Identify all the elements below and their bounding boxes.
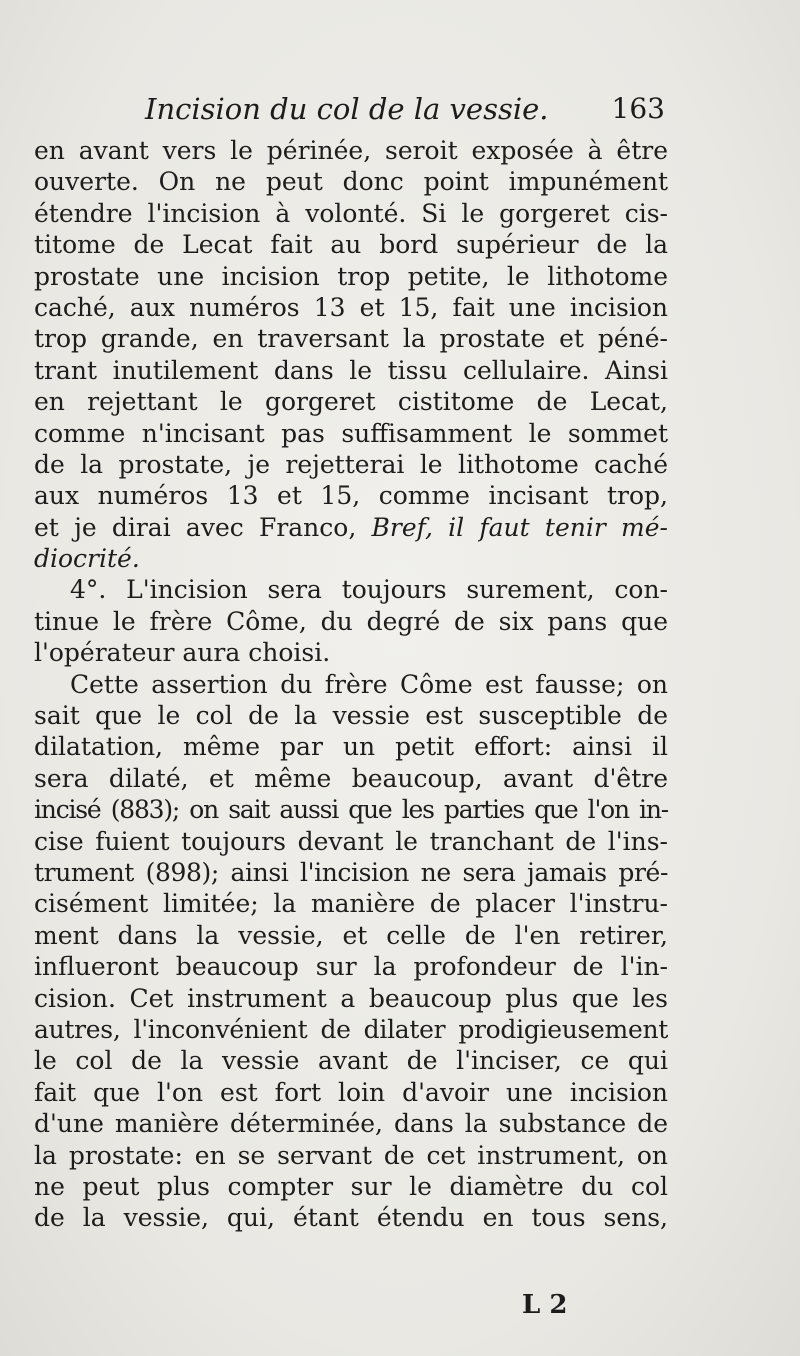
text-line: caché, aux numéros 13 et 15, fait une incision (34, 292, 668, 322)
text-line: fait que l'on est fort loin d'avoir une incision (34, 1077, 668, 1107)
text-line: dilatation, même par un petit effort: ainsi il (34, 732, 668, 762)
text-line: cise fuient toujours devant le tranchant de l'ins- (34, 826, 668, 856)
text-line: titome de Lecat fait au bord supérieur de la (34, 230, 668, 260)
text-line: influeront beaucoup sur la profondeur de l'in- (34, 952, 668, 982)
body-text (34, 135, 668, 1234)
text-line: incisé (883); on sait aussi que les parties que l'on in- (34, 795, 668, 825)
text-line: en rejettant le gorgeret cistitome de Lecat, (34, 387, 668, 417)
text-line: trant inutilement dans le tissu cellulaire. Ainsi (34, 355, 668, 385)
text-line: aux numéros 13 et 15, comme incisant trop, (34, 481, 668, 511)
italic-quote: diocrité. (34, 544, 140, 574)
text-line: ne peut plus compter sur le diamètre du col (34, 1171, 668, 1201)
text-line: comme n'incisant pas suffisamment le sommet (34, 418, 668, 448)
text-line: le col de la vessie avant de l'inciser, ce qui (34, 1046, 668, 1076)
page-number: 163 (611, 92, 665, 125)
text-line: étendre l'incision à volonté. Si le gorgeret cis- (34, 198, 668, 228)
text-line: ment dans la vessie, et celle de l'en retirer, (34, 920, 668, 950)
text-line: d'une manière déterminée, dans la substance de (34, 1109, 668, 1139)
text-line: trop grande, en traversant la prostate et péné- (34, 324, 668, 354)
text-line: en avant vers le périnée, seroit exposée à être (34, 136, 668, 165)
signature-mark: L 2 (522, 1290, 568, 1320)
italic-quote: Bref, il faut tenir mé- (371, 512, 668, 542)
text-line: ouverte. On ne peut donc point impunément (34, 167, 668, 197)
text-span: et je dirai avec Franco, (34, 512, 372, 542)
text-line: cision. Cet instrument a beaucoup plus que les (34, 983, 668, 1013)
page-header (145, 92, 665, 132)
running-title: Incision du col de la vessie. (145, 92, 549, 126)
text-line: la prostate: en se servant de cet instrument, on (34, 1140, 668, 1170)
text-line: autres, l'inconvénient de dilater prodigieusement (34, 1014, 668, 1044)
text-line: prostate une incision trop petite, le lithotome (34, 261, 668, 291)
text-line: 4°. L'incision sera toujours surement, con- (70, 575, 668, 605)
text-line: de la prostate, je rejetterai le lithotome caché (34, 449, 668, 479)
text-line: sait que le col de la vessie est susceptible de (34, 701, 668, 731)
text-line: de la vessie, qui, étant étendu en tous sens, (34, 1203, 668, 1233)
text-line: sera dilaté, et même beaucoup, avant d'être (34, 763, 668, 793)
text-line (34, 512, 668, 543)
text-line (34, 543, 668, 574)
text-line: trument (898); ainsi l'incision ne sera jamais pré- (34, 857, 668, 887)
text-line: cisément limitée; la manière de placer l'instru- (34, 889, 668, 919)
text-line: Cette assertion du frère Côme est fausse; on (70, 669, 668, 699)
text-line: tinue le frère Côme, du degré de six pans que (34, 606, 668, 636)
text-line: l'opérateur aura choisi. (34, 638, 331, 668)
